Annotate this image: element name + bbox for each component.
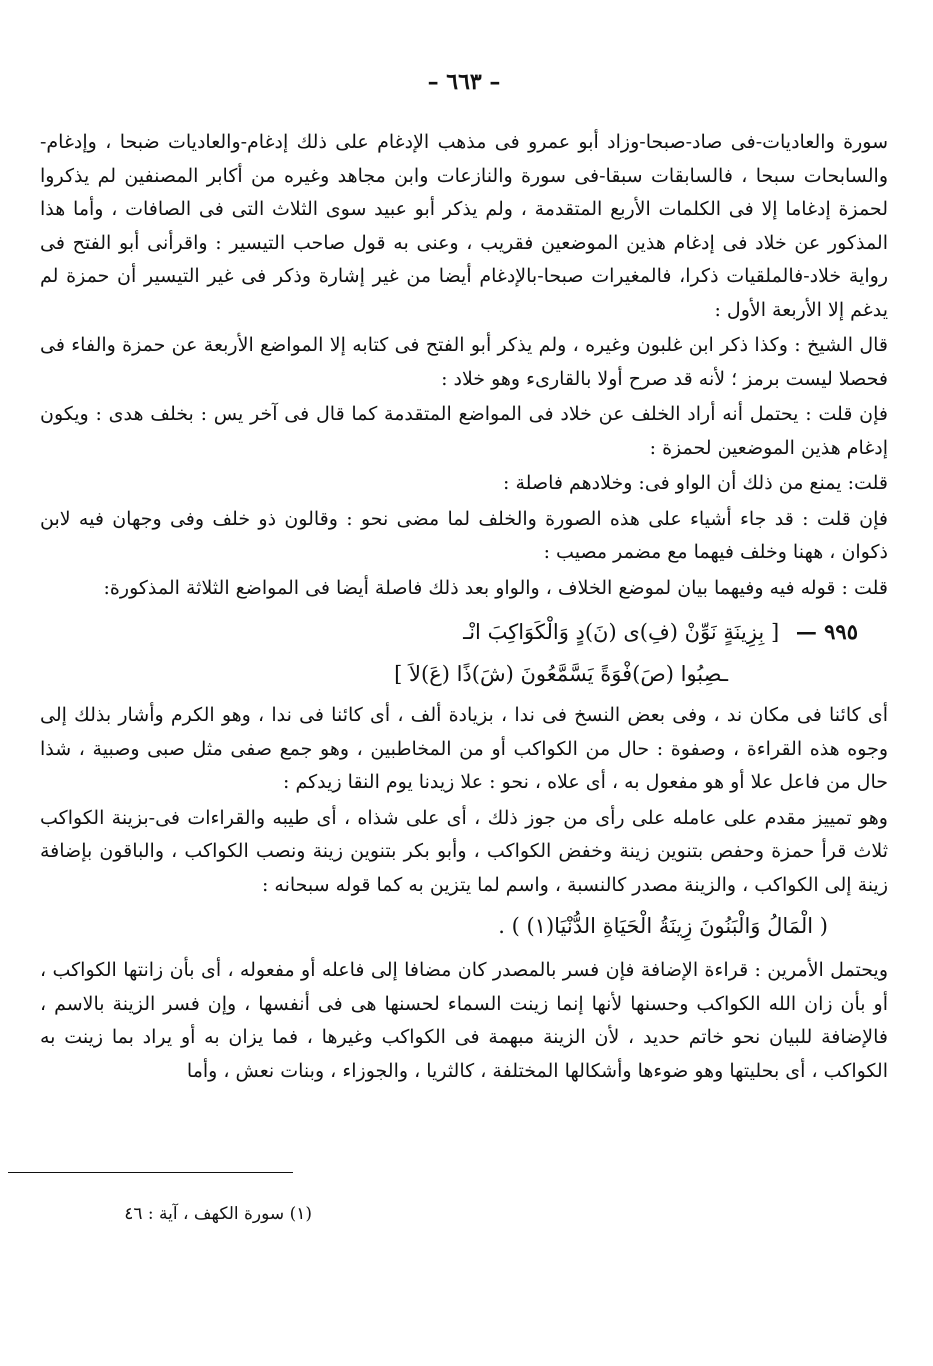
paragraph-3: فإن قلت : يحتمل أنه أراد الخلف عن خلاد فى المواضع المتقدمة كما قال فى آخر يس : بخلف هدى : ويكون إدغام هذين الموضعين لحمزة : — [40, 403, 888, 459]
paragraph-1: سورة والعاديات-فى صاد-صبحا-وزاد أبو عمرو فى مذهب الإدغام على ذلك إدغام-والعاديات ضبحا ، وإدغام-والسابحات سبحا ، فالسابقات سبقا-فى سورة والنازعات وابن مجاهد وغيره من أكابر المصنفين لم يذكروا لحمزة إدغاما إلا فى الكلمات الأربع المتقدمة ، ولم يذكر أبو عبيد سوى الثلاث التى فى الصافات ، وأما هذا المذكور عن خلاد فى إدغام هذين الموضعين فقريب ، وعنى به قول صاحب التيسير : واقرأنى أبو الفتح فى رواية خلاد-فالملقيات ذكرا، فالمغيرات صبحا-بالإدغام أيضا من غير إشارة وذكر فى غير التيسير أن حمزة لم يدغم إلا الأربعة الأول : — [40, 131, 888, 321]
verse-line-2: ـصِبُوا (صَ)فْوَةً يَسَّمَّعُونَ (شَ)ذًا (عَ)لاَ ] — [394, 662, 728, 686]
footnote: (١) سورة الكهف ، آية : ٤٦ — [124, 1204, 312, 1224]
footnote-divider — [8, 1172, 293, 1173]
paragraph-5: فإن قلت : قد جاء أشياء على هذه الصورة والخلف لما مضى نحو : وقالون ذو خلف وفى وجهان فيه لابن ذكوان ، ههنا وخلف فيهما مع مضمر مصيب : — [40, 507, 888, 563]
book-page — [40, 60, 888, 1350]
verse-number: ٩٩٥ — — [795, 619, 858, 644]
paragraph-6: قلت : قوله فيه وفيهما بيان لموضع الخلاف ، والواو بعد ذلك فاصلة أيضا فى المواضع الثلاثة المذكورة: — [103, 576, 888, 599]
paragraph-7: أى كائنا فى مكان ند ، وفى بعض النسخ فى ندا ، بزيادة ألف ، أى كائنا فى ندا ، وهو الكرم وأشار بذلك إلى وجوه هذه القراءة ، وصفوة : حال من الكواكب أو من المخاطبين ، وهو جمع صفى مثل صبى وصبية ، شذا حال من فاعل علا أو هو مفعول به ، أى علاه ، نحو : علا زيدنا يوم النقا زيدكم : — [40, 704, 889, 793]
poem-verse — [40, 611, 888, 695]
paragraph-4: قلت: يمنع من ذلك أن الواو فى: وخلادهم فاصلة : — [503, 472, 888, 494]
verse-text-1: [ بِزِينَةٍ نَوِّنْ (فِ)ى (نَ)دٍ وَالْكَوَاكِبَ انْـ — [463, 620, 780, 644]
paragraph-2: قال الشيخ : وكذا ذكر ابن غلبون وغيره ، ولم يذكر أبو الفتح فى كتابه إلا المواضع الأربعة عن حمزة والفاء فى فحصلا ليست برمز ؛ لأنه قد صرح أولا بالقارىء وهو خلاد : — [40, 334, 888, 390]
paragraph-8: وهو تمييز مقدم على عامله على رأى من جوز ذلك ، أى على شذاه ، أى طيبه والقراءات فى-بزينة الكواكب ثلاث قرأ حمزة وحفص بتنوين زينة وخفض الكواكب ، وأبو بكر بتنوين زينة ونصب الكواكب ، والباقون بإضافة زينة إلى الكواكب ، والزينة مصدر كالنسبة ، واسم لما يتزين به كما قوله سبحانه : — [40, 806, 888, 896]
paragraph-9: ويحتمل الأمرين : قراءة الإضافة فإن فسر بالمصدر كان مضافا إلى فاعله أو مفعوله ، أى بأن زانتها الكواكب ، أو بأن زان الله الكواكب وحسنها لأنها إنما زينت السماء لحسنها هى فى أنفسها ، وإن فسر الزينة بالاسم ، فالإضافة للبيان نحو خاتم حديد ، لأن الزينة مبهمة فى الكواكب وغيرها ، فما يزان به أو يراد بما زينت به الكواكب ، أى بحليتها وهو ضوءها وأشكالها المختلفة ، كالثريا ، والجوزاء ، وبنات نعش ، وأما — [40, 959, 888, 1082]
verse-line-1 — [40, 611, 858, 653]
quran-quote: ( الْمَالُ وَالْبَنُونَ زِينَةُ الْحَيَاةِ الدُّنْيَا(١) ) . — [498, 914, 828, 938]
page-number: – ٦٦٣ – — [427, 69, 501, 95]
